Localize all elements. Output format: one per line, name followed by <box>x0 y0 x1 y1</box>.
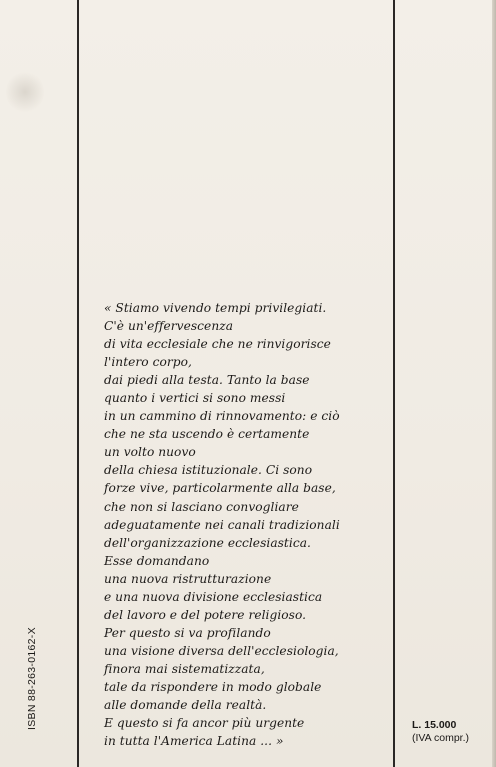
quote-line: del lavoro e del potere religioso. <box>104 607 307 622</box>
vat-note: (IVA compr.) <box>412 731 469 744</box>
quote-line: forze vive, particolarmente alla base, <box>104 481 336 496</box>
quote-line: E questo si fa ancor più urgente <box>104 716 305 731</box>
quote-line: tale da rispondere in modo globale <box>104 679 322 694</box>
quote-line: che non si lasciano convogliare <box>104 499 299 514</box>
isbn-code: ISBN 88-263-0162-X <box>26 627 38 730</box>
price-amount: L. 15.000 <box>412 719 457 731</box>
quote-line: di vita ecclesiale che ne rinvigorisce <box>104 337 331 352</box>
quote-line: una visione diversa dell'ecclesiologia, <box>104 643 339 658</box>
quote-line: alle domande della realtà. <box>104 698 267 713</box>
quote-line: un volto nuovo <box>104 445 196 460</box>
paper-smudge <box>6 70 44 114</box>
quote-line: « Stiamo vivendo tempi privilegiati. <box>104 301 327 315</box>
price-block <box>412 719 469 744</box>
quote-line: in un cammino di rinnovamento: e ciò <box>104 409 340 424</box>
quote-line: Esse domandano <box>104 553 210 568</box>
quote-line: C'è un'effervescenza <box>104 319 234 334</box>
quote-line: quanto i vertici si sono messi <box>104 391 286 406</box>
quote-line: una nuova ristrutturazione <box>104 571 272 586</box>
quote-line: adeguatamente nei canali tradizionali <box>104 517 340 532</box>
page-edge <box>492 0 496 767</box>
left-vertical-rule <box>77 0 79 767</box>
quote-line: dai piedi alla testa. Tanto la base <box>104 373 310 388</box>
quote-line: della chiesa istituzionale. Ci sono <box>104 463 313 478</box>
quote-line: l'intero corpo, <box>104 355 192 370</box>
quote-line: Per questo si va profilando <box>104 625 271 640</box>
quote-block <box>104 299 374 750</box>
quote-line: in tutta l'America Latina ... » <box>104 734 284 749</box>
quote-line: dell'organizzazione ecclesiastica. <box>104 535 311 550</box>
quote-line: e una nuova divisione ecclesiastica <box>104 589 323 604</box>
right-vertical-rule <box>393 0 395 767</box>
quote-line: che ne sta uscendo è certamente <box>104 427 310 442</box>
quote-line: finora mai sistematizzata, <box>104 661 265 676</box>
